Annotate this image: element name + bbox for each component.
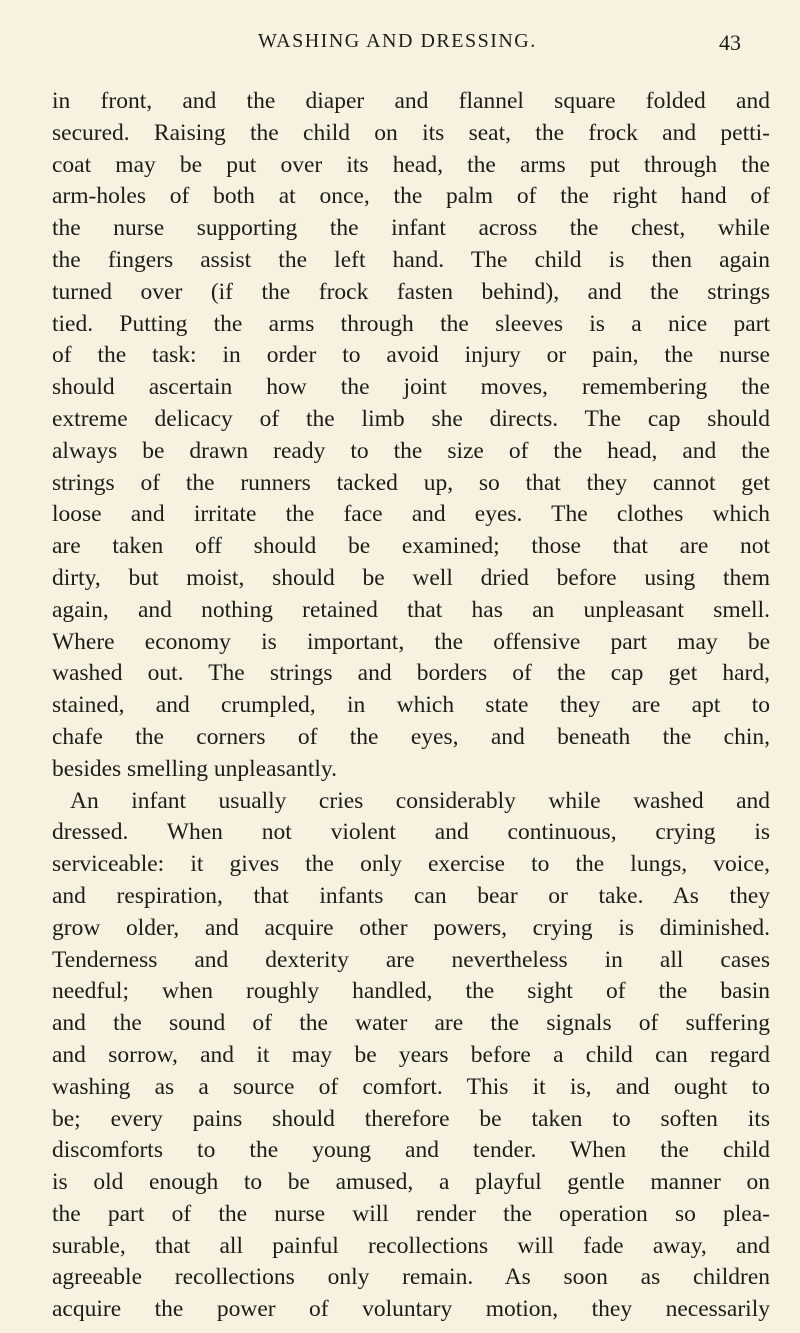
text-line: the fingers assist the left hand. The child is then again (52, 246, 770, 273)
text-line: strings of the runners tacked up, so that they cannot get (52, 469, 770, 496)
text-line: chafe the corners of the eyes, and beneath the chin, (52, 723, 770, 750)
text-line: always be drawn ready to the size of the head, and the (52, 437, 770, 464)
text-line: washing as a source of comfort. This it is, and ought to (52, 1073, 770, 1100)
text-line: the part of the nurse will render the operation so plea- (52, 1200, 770, 1227)
page-number: 43 (719, 30, 741, 55)
text-line: dressed. When not violent and continuous, crying is (52, 819, 770, 846)
text-line: are taken off should be examined; those that are not (52, 533, 770, 560)
paragraph-end-line: besides smelling unpleasantly. (52, 755, 337, 782)
text-line: serviceable: it gives the only exercise to the lungs, voice, (52, 851, 770, 878)
text-line: and respiration, that infants can bear or take. As they (52, 882, 770, 909)
text-line: acquire the power of voluntary motion, they necessarily (52, 1296, 770, 1323)
text-line: loose and irritate the face and eyes. The clothes which (52, 501, 770, 528)
text-line: and the sound of the water are the signals of suffering (52, 1010, 770, 1037)
text-line: Where economy is important, the offensive part may be (52, 628, 770, 655)
text-line: turned over (if the frock fasten behind), and the strings (52, 278, 770, 305)
text-line: coat may be put over its head, the arms put through the (52, 151, 770, 178)
text-line: should ascertain how the joint moves, remembering the (52, 374, 770, 401)
text-line: discomforts to the young and tender. When the child (52, 1137, 770, 1164)
text-line: tied. Putting the arms through the sleeves is a nice part (52, 310, 770, 337)
text-line: arm-holes of both at once, the palm of the right hand of (52, 183, 770, 210)
text-line: be; every pains should therefore be taken to soften its (52, 1105, 770, 1132)
text-line: is old enough to be amused, a playful gentle manner on (52, 1169, 770, 1196)
text-line: of the task: in order to avoid injury or pain, the nurse (52, 342, 770, 369)
text-line: the nurse supporting the infant across the chest, while (52, 215, 770, 242)
text-line: again, and nothing retained that has an unpleasant smell. (52, 596, 770, 623)
text-line: Tenderness and dexterity are nevertheless in all cases (52, 946, 770, 973)
text-line: washed out. The strings and borders of the cap get hard, (52, 660, 770, 687)
text-line: needful; when roughly handled, the sight of the basin (52, 978, 770, 1005)
text-line: agreeable recollections only remain. As soon as children (52, 1264, 770, 1291)
body-text (52, 86, 770, 1326)
text-line: dirty, but moist, should be well dried before using them (52, 564, 770, 591)
text-line: in front, and the diaper and flannel square folded and (52, 88, 770, 114)
running-head (0, 30, 800, 64)
paragraph-start-line: An infant usually cries considerably while washed and (70, 787, 770, 814)
text-line: secured. Raising the child on its seat, the frock and petti- (52, 119, 770, 146)
text-line: extreme delicacy of the limb she directs. The cap should (52, 405, 770, 432)
text-line: surable, that all painful recollections will fade away, and (52, 1232, 770, 1259)
text-line: and sorrow, and it may be years before a child can regard (52, 1041, 770, 1068)
running-title: WASHING AND DRESSING. (258, 30, 537, 52)
text-line: stained, and crumpled, in which state they are apt to (52, 692, 770, 719)
text-line: grow older, and acquire other powers, crying is diminished. (52, 914, 770, 941)
